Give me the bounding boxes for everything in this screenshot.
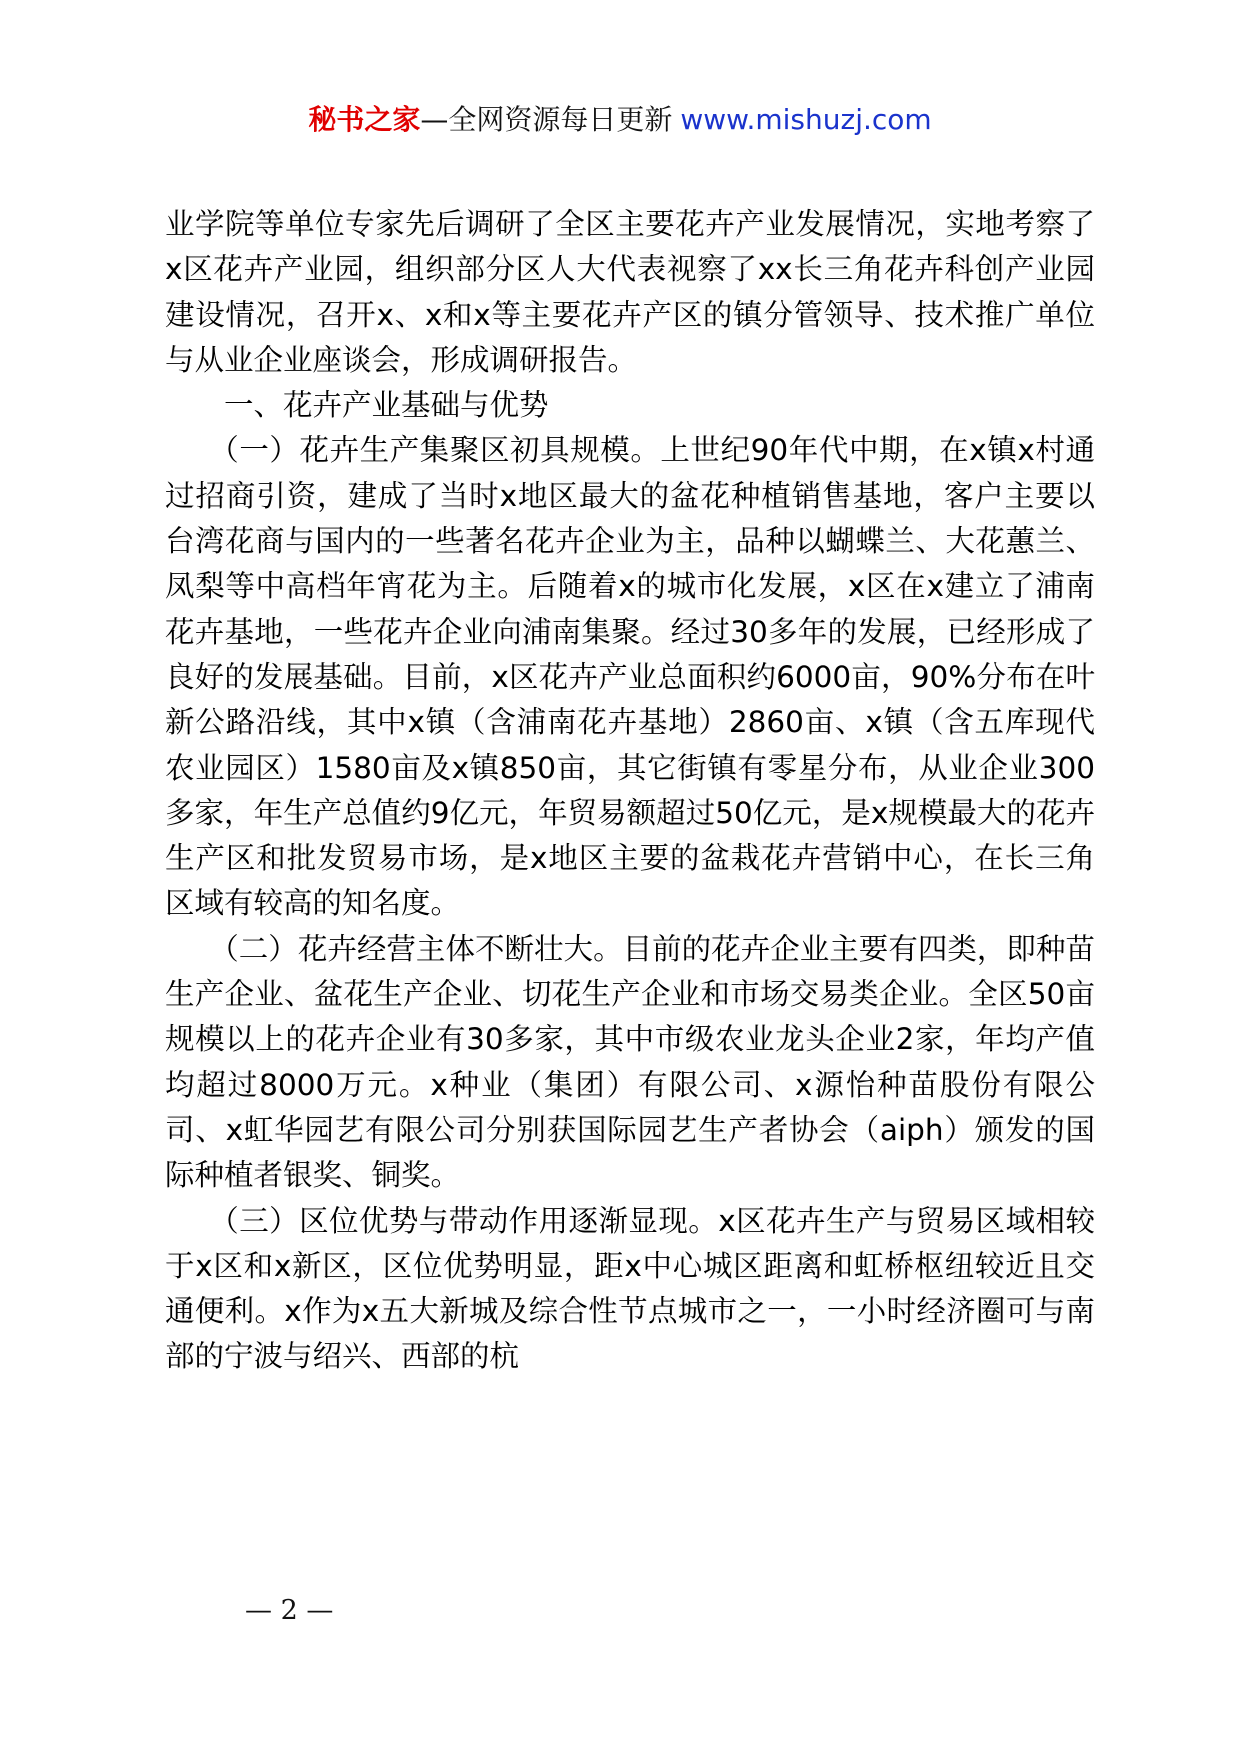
site-url-link[interactable]: www.mishuzj.com xyxy=(680,103,932,136)
section-heading: 一、花卉产业基础与优势 xyxy=(224,388,549,423)
paragraph-continued: 业学院等单位专家先后调研了全区主要花卉产业发展情况，实地考察了x区花卉产业园，组织部分区人大代表视察了xx长三角花卉科创产业园建设情况，召开x、x和x等主要花卉产区的镇分管领导、技术推广单位与从业企业座谈会，形成调研报告。 xyxy=(165,207,1095,377)
document-body xyxy=(165,202,1095,1380)
paragraph-item-3: （三）区位优势与带动作用逐渐显现。x区花卉生产与贸易区域相较于x区和x新区，区位优势明显，距x中心城区距离和虹桥枢纽较近且交通便利。x作为x五大新城及综合性节点城市之一，一小时经济圈可与南部的宁波与绍兴、西部的杭 xyxy=(165,1203,1095,1374)
paragraph-item-2: （二）花卉经营主体不断壮大。目前的花卉企业主要有四类，即种苗生产企业、盆花生产企业、切花生产企业和市场交易类企业。全区50亩规模以上的花卉企业有30多家，其中市级农业龙头企业2家，年均产值均超过8000万元。x种业（集团）有限公司、x源怡种苗股份有限公司、x虹华园艺有限公司分别获国际园艺生产者协会（aiph）颁发的国际种植者银奖、铜奖。 xyxy=(165,931,1095,1193)
brand-name: 秘书之家 xyxy=(308,103,421,136)
paragraph-item-1: （一）花卉生产集聚区初具规模。上世纪90年代中期，在x镇x村通过招商引资，建成了当时x地区最大的盆花种植销售基地，客户主要以台湾花商与国内的一些著名花卉企业为主，品种以蝴蝶兰、大花蕙兰、凤梨等中高档年宵花为主。后随着x的城市化发展，x区在x建立了浦南花卉基地，一些花卉企业向浦南集聚。经过30多年的发展，已经形成了良好的发展基础。目前，x区花卉产业总面积约6000亩，90%分布在叶新公路沿线，其中x镇（含浦南花卉基地）2860亩、x镇（含五库现代农业园区）1580亩及x镇850亩，其它街镇有零星分布，从业企业300多家，年生产总值约9亿元，年贸易额超过50亿元，是x规模最大的花卉生产区和批发贸易市场，是x地区主要的盆栽花卉营销中心，在长三角区域有较高的知名度。 xyxy=(165,433,1095,921)
header-tagline: —全网资源每日更新 xyxy=(420,103,673,136)
site-header xyxy=(0,100,1240,140)
page-number: — 2 — xyxy=(245,1595,334,1626)
